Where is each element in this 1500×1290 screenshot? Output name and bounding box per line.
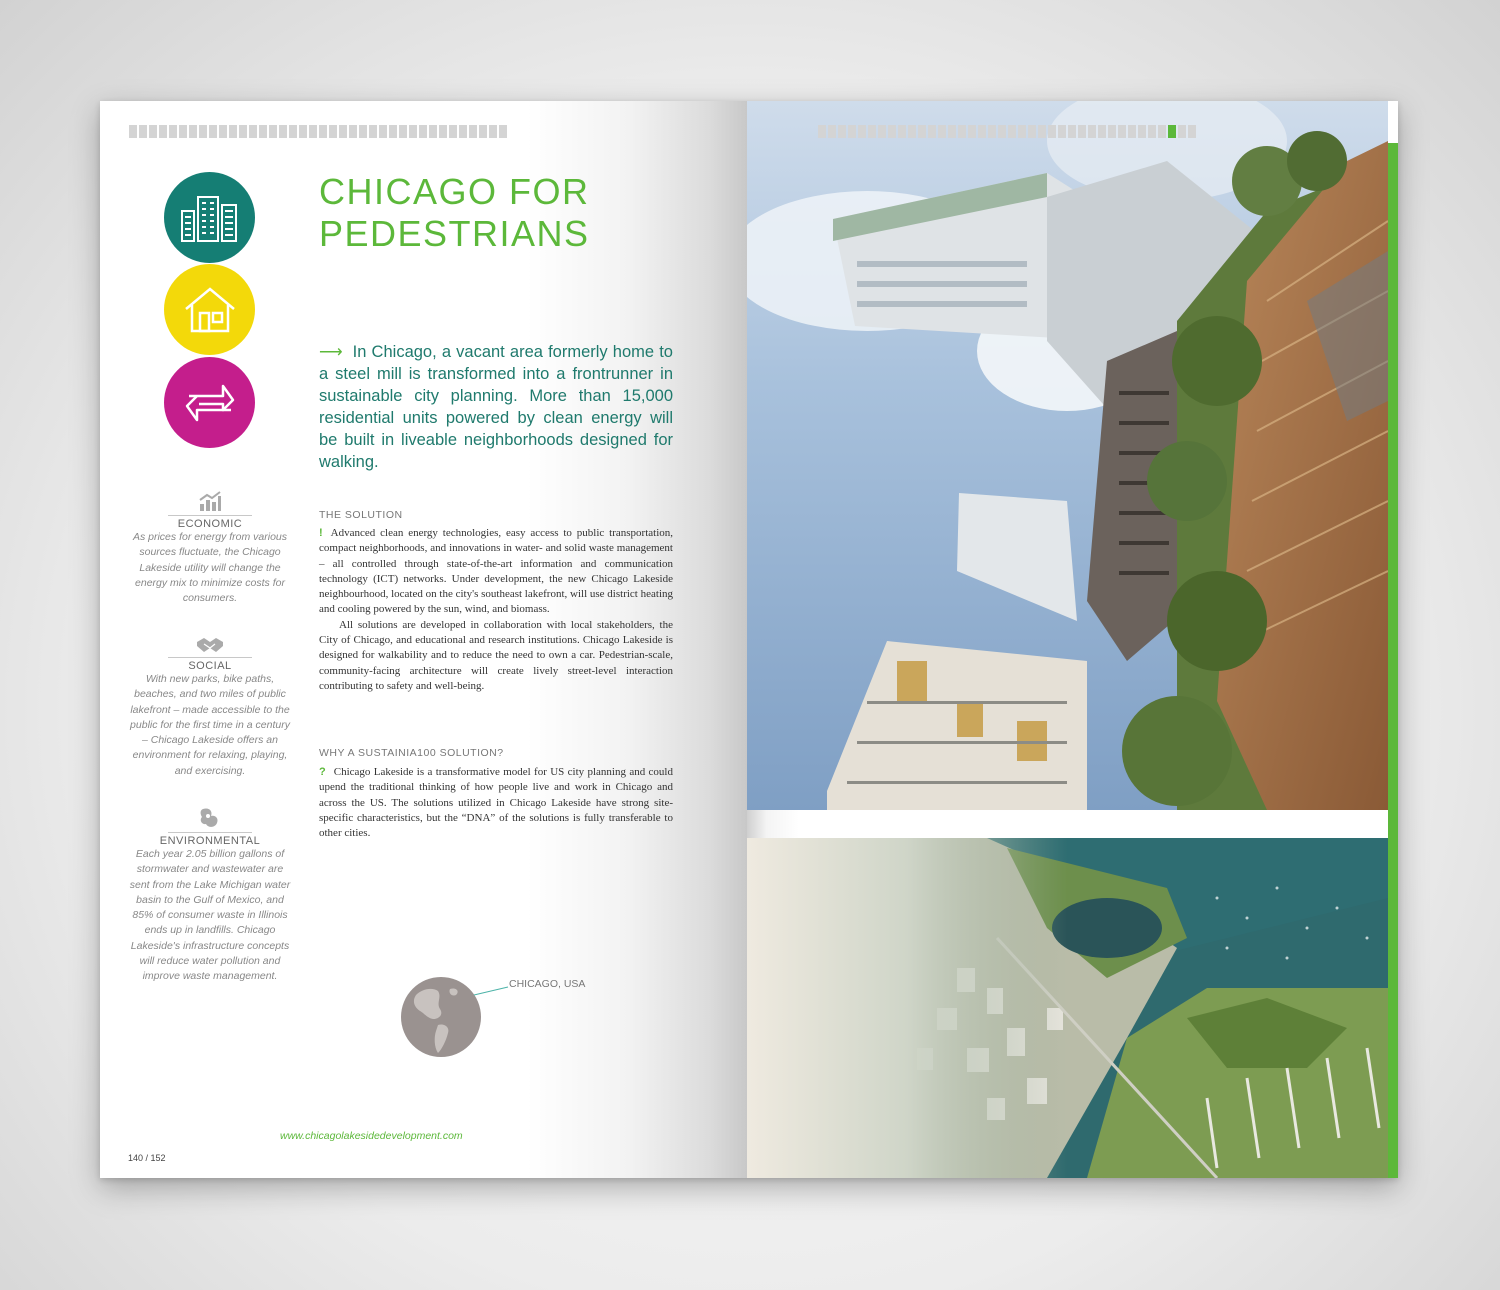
environment-icon [199, 807, 221, 829]
progress-segment [199, 125, 207, 138]
why-paragraph: ? Chicago Lakeside is a transformative model for US city planning and could upend the traditional thinking of how people live and work in Chicago and across the US. The solutions utilized in Chicago Lakeside have strong site-specific characteristics, but the “DNA” of the solutions is fully transferable to other cities. [319, 766, 673, 840]
economic-text: As prices for energy from various sources fluctuate, the Chicago Lakeside utility will change the energy mix to minimize costs for consumers. [132, 531, 288, 605]
progress-bar-right [818, 125, 1196, 138]
house-icon [182, 285, 238, 335]
progress-segment [349, 125, 357, 138]
why-body [319, 765, 673, 841]
progress-segment [219, 125, 227, 138]
progress-segment [918, 125, 926, 138]
progress-segment [818, 125, 826, 138]
progress-segment [299, 125, 307, 138]
progress-segment [1058, 125, 1066, 138]
progress-segment [1108, 125, 1116, 138]
progress-segment [339, 125, 347, 138]
progress-segment [1018, 125, 1026, 138]
progress-segment [1178, 125, 1186, 138]
chart-icon [198, 490, 222, 512]
progress-segment [359, 125, 367, 138]
house-category-icon [164, 264, 255, 355]
progress-segment [279, 125, 287, 138]
progress-segment [259, 125, 267, 138]
progress-segment [958, 125, 966, 138]
social-divider [168, 657, 252, 658]
progress-segment [479, 125, 487, 138]
social-block [129, 636, 291, 779]
progress-segment [1068, 125, 1076, 138]
economic-label: ECONOMIC [177, 518, 243, 530]
solution-heading: THE SOLUTION [319, 509, 403, 521]
progress-segment [928, 125, 936, 138]
arrow-icon: ⟶ [319, 343, 343, 361]
progress-segment [898, 125, 906, 138]
progress-segment [239, 125, 247, 138]
progress-segment [948, 125, 956, 138]
progress-segment [978, 125, 986, 138]
progress-segment [439, 125, 447, 138]
progress-segment [908, 125, 916, 138]
progress-segment [968, 125, 976, 138]
progress-segment [149, 125, 157, 138]
arrows-category-icon [164, 357, 255, 448]
progress-segment [828, 125, 836, 138]
progress-segment [499, 125, 507, 138]
progress-segment [1188, 125, 1196, 138]
progress-segment [1098, 125, 1106, 138]
solution-paragraph-2: All solutions are developed in collaboration with local stakeholders, the City of Chicago, and educational and research institutions. Chicago Lakeside is designed for walkability and to reduce the need to own a car. Pedestrian-scale, community-facing architecture will create lively street-level interaction contributing to safety and well-being. [319, 618, 673, 692]
progress-bar-left [129, 125, 507, 138]
progress-segment [988, 125, 996, 138]
progress-segment [229, 125, 237, 138]
progress-segment [449, 125, 457, 138]
progress-segment [309, 125, 317, 138]
progress-segment [189, 125, 197, 138]
exclamation-mark: ! [319, 527, 323, 539]
arrows-icon [183, 378, 237, 428]
progress-segment [159, 125, 167, 138]
progress-segment [169, 125, 177, 138]
progress-segment [1158, 125, 1166, 138]
progress-segment [249, 125, 257, 138]
progress-segment [1078, 125, 1086, 138]
progress-segment [868, 125, 876, 138]
solution-paragraph-1: ! Advanced clean energy technologies, easy access to public transportation, compact neighborhoods, and innovations in water- and solid waste management – all controlled through state-of-the-art information and communication technology (ICT) networks. Under development, the new Chicago Lakeside neighbourhood, located on the city's southeast lakefront, will use district heating and cooling powered by the sun, wind, and biomass. [319, 527, 673, 616]
aerial-site-photo [747, 838, 1388, 1178]
buildings-category-icon [164, 172, 255, 263]
progress-segment [329, 125, 337, 138]
progress-segment [1148, 125, 1156, 138]
progress-segment [1168, 125, 1176, 138]
environmental-block [129, 807, 291, 985]
progress-segment [489, 125, 497, 138]
intro-text: In Chicago, a vacant area formerly home to a steel mill is transformed into a frontrunner in sustainable city planning. More than 15,000 residential units powered by clean energy will be built in liveable neighborhoods designed for walking. [319, 343, 673, 471]
social-label: SOCIAL [188, 660, 232, 672]
progress-segment [1038, 125, 1046, 138]
lakeside-promenade-photo [747, 101, 1388, 810]
progress-segment [469, 125, 477, 138]
social-text: With new parks, bike paths, beaches, and two miles of public lakefront – made accessible to the public for the first time in a century – Chicago Lakeside offers an environment for relaxing, playing, and exercising. [130, 673, 290, 777]
progress-segment [139, 125, 147, 138]
buildings-icon [179, 193, 241, 243]
progress-segment [938, 125, 946, 138]
progress-segment [1028, 125, 1036, 138]
progress-segment [379, 125, 387, 138]
page-title [319, 171, 590, 255]
progress-segment [1008, 125, 1016, 138]
intro-paragraph [319, 341, 673, 473]
environmental-text: Each year 2.05 billion gallons of stormwater and wastewater are sent from the Lake Michigan water basin to the Gulf of Mexico, and 85% of consumer waste in Illinois ends up in landfills. Chicago Lakeside's infrastructure concepts will reduce water pollution and improve waste management. [129, 848, 291, 983]
question-mark: ? [319, 766, 326, 778]
title-line-1: CHICAGO FOR [319, 171, 590, 212]
brochure-spread [100, 101, 1398, 1178]
title-line-2: PEDESTRIANS [319, 213, 590, 254]
left-page [100, 101, 747, 1178]
progress-segment [998, 125, 1006, 138]
economic-divider [168, 515, 252, 516]
progress-segment [848, 125, 856, 138]
progress-segment [459, 125, 467, 138]
progress-segment [1048, 125, 1056, 138]
progress-segment [129, 125, 137, 138]
progress-segment [878, 125, 886, 138]
progress-segment [369, 125, 377, 138]
solution-body [319, 526, 673, 694]
economic-block [129, 490, 291, 606]
page-number: 140 / 152 [128, 1153, 166, 1163]
website-link[interactable]: www.chicagolakesidedevelopment.com [280, 1130, 463, 1142]
progress-segment [209, 125, 217, 138]
page-edge-green-bar [1388, 143, 1398, 1178]
progress-segment [1128, 125, 1136, 138]
progress-segment [289, 125, 297, 138]
progress-segment [838, 125, 846, 138]
progress-segment [858, 125, 866, 138]
right-page [747, 101, 1398, 1178]
environmental-label: ENVIRONMENTAL [159, 835, 261, 847]
progress-segment [269, 125, 277, 138]
progress-segment [1138, 125, 1146, 138]
progress-segment [409, 125, 417, 138]
progress-segment [1118, 125, 1126, 138]
environmental-divider [168, 832, 252, 833]
progress-segment [888, 125, 896, 138]
location-label: CHICAGO, USA [509, 978, 586, 990]
progress-segment [399, 125, 407, 138]
progress-segment [1088, 125, 1096, 138]
progress-segment [319, 125, 327, 138]
progress-segment [429, 125, 437, 138]
progress-segment [419, 125, 427, 138]
why-heading: WHY A SUSTAINIA100 SOLUTION? [319, 747, 504, 759]
globe-icon [398, 975, 510, 1059]
progress-segment [179, 125, 187, 138]
handshake-icon [196, 636, 224, 654]
progress-segment [389, 125, 397, 138]
